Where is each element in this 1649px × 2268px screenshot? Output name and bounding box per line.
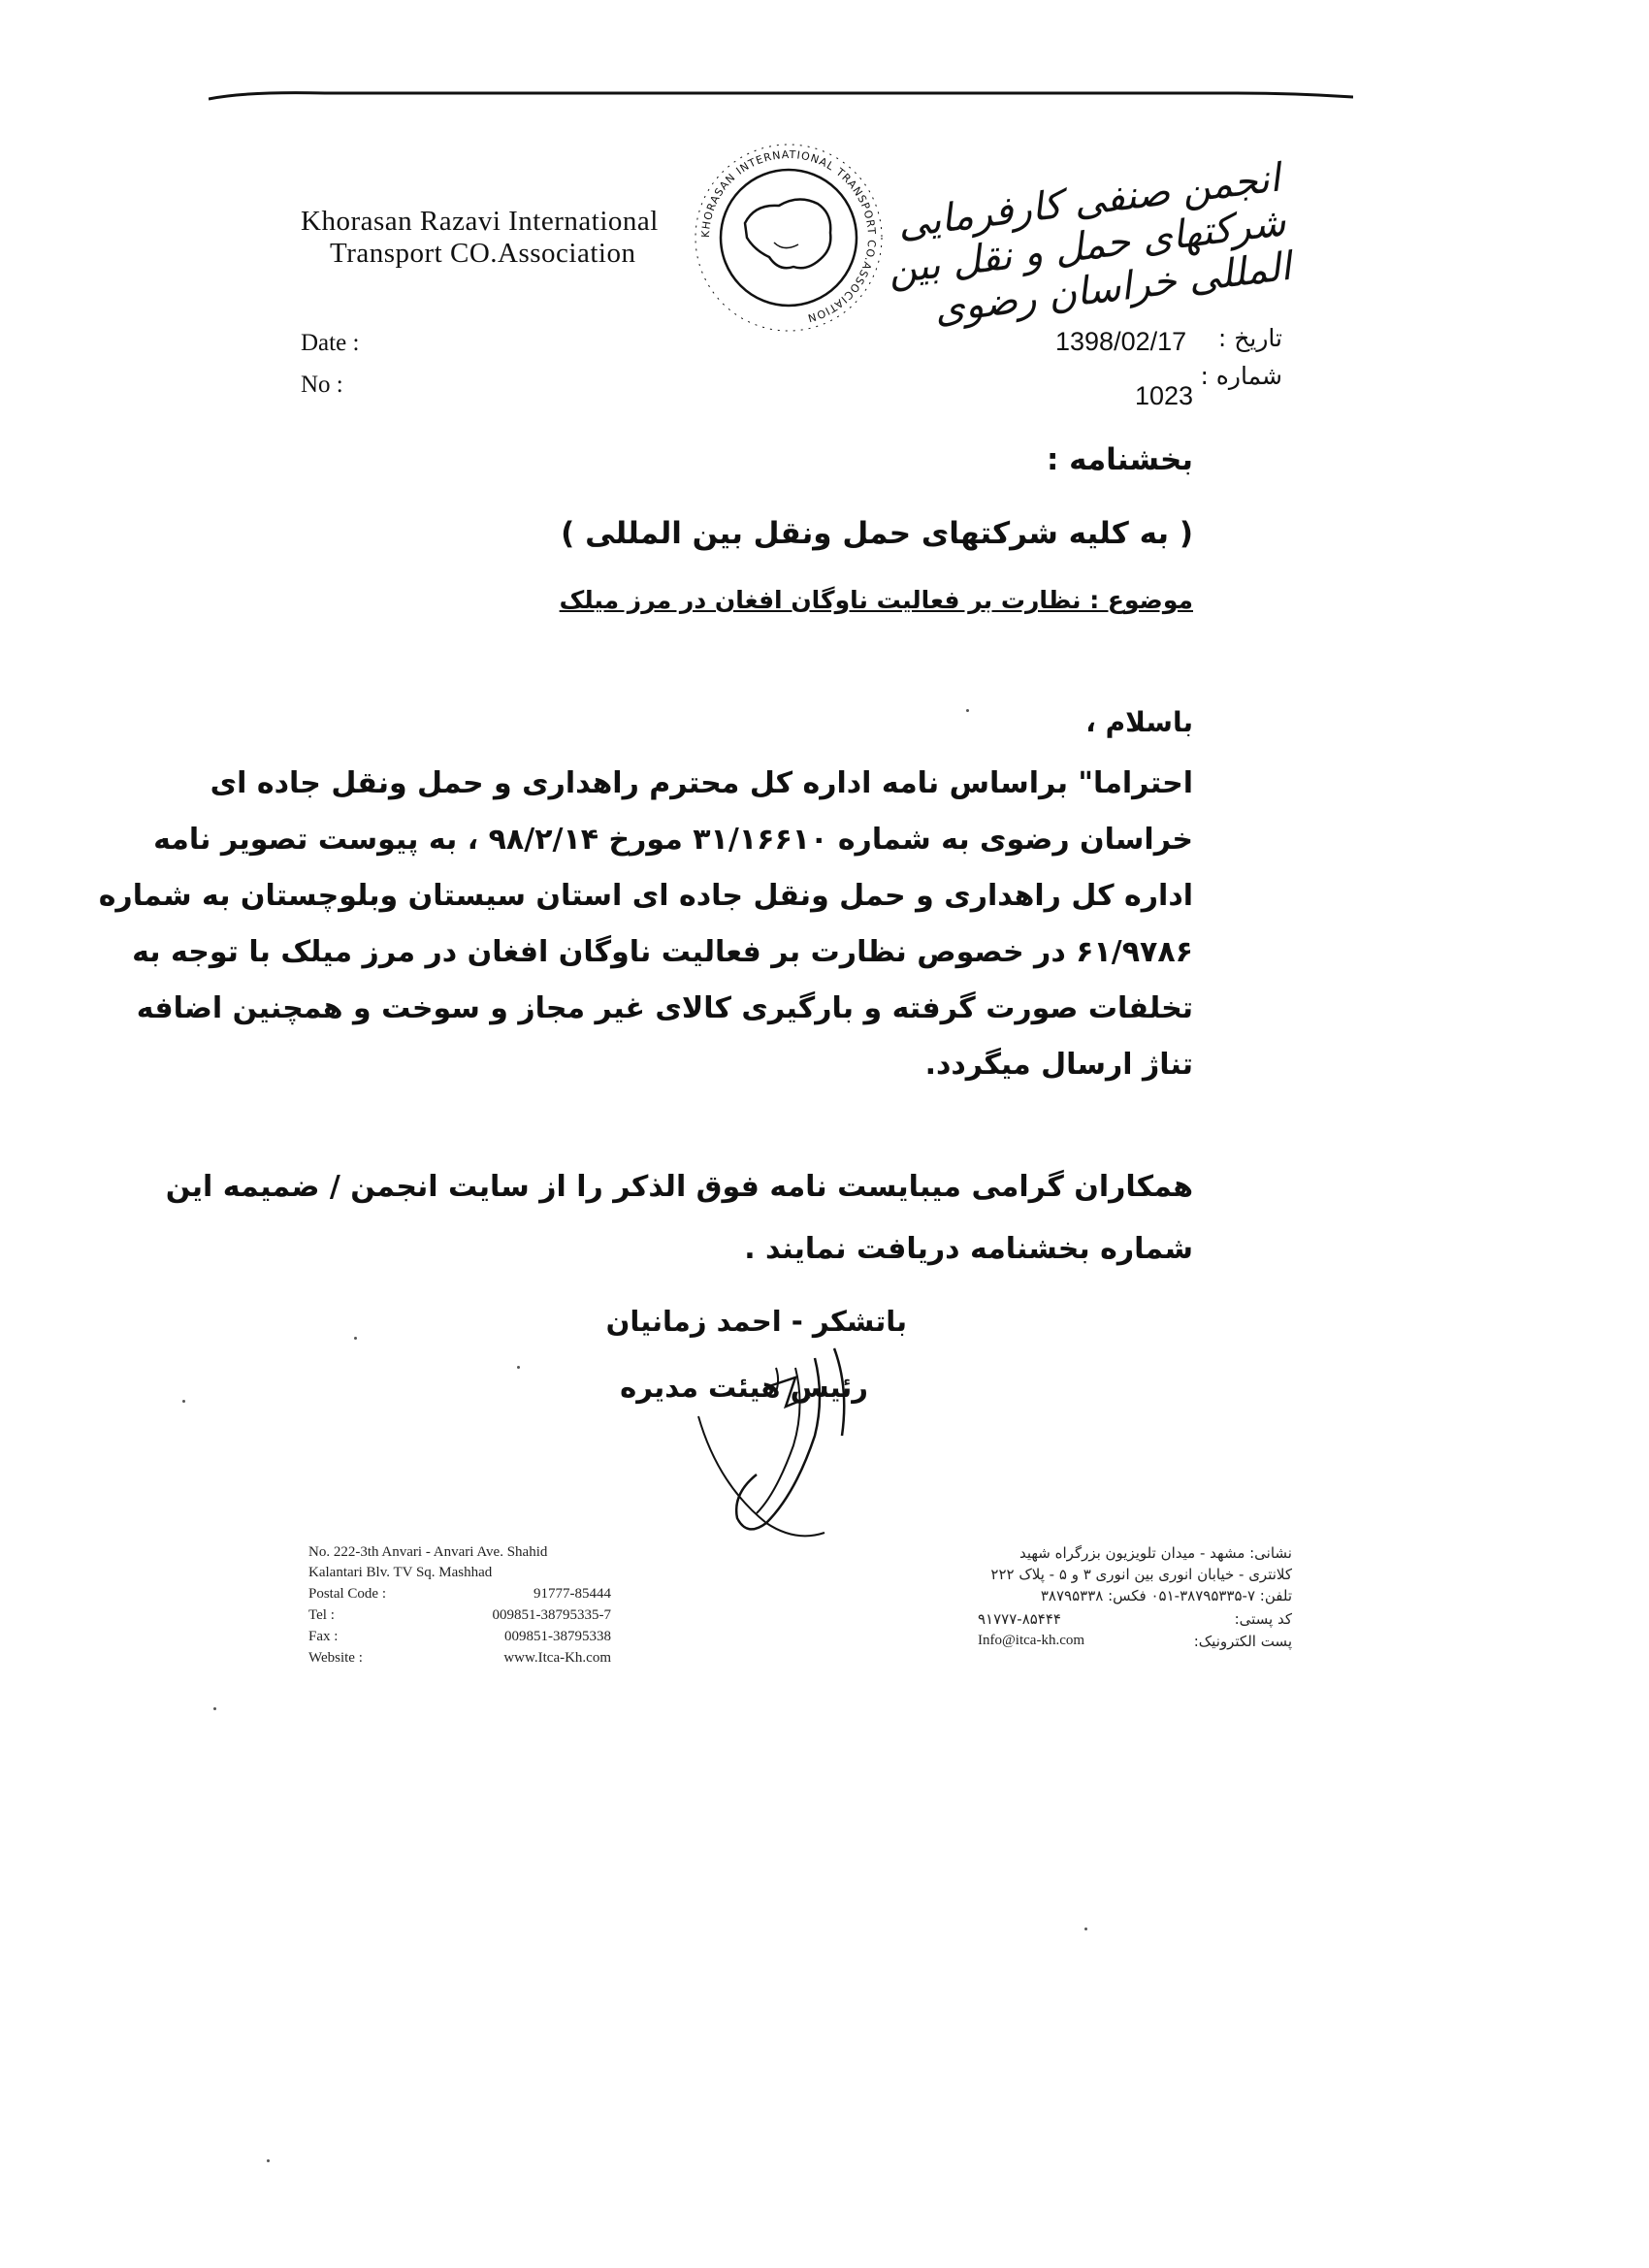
footer-address-fa-line2: کلانتری - خیابان انوری بین انوری ۳ و ۵ - پلاک ۲۲۲ — [990, 1566, 1292, 1583]
footer-postal-value-en: 91777-85444 — [534, 1586, 611, 1602]
footer-address-en-line1: No. 222-3th Anvari - Anvari Ave. Shahid — [308, 1544, 548, 1560]
number-label-en: No : — [301, 372, 343, 398]
footer-address-fa-line1: نشانی: مشهد - میدان تلویزیون بزرگراه شهید — [1018, 1544, 1292, 1562]
paragraph1-line: احتراما" براساس نامه اداره کل محترم راهداری و حمل ونقل جاده ای — [210, 766, 1193, 800]
logo-ring-text: KHORASAN INTERNATIONAL TRANSPORT CO.ASSOCIATION — [698, 147, 879, 325]
footer-tel-label-en: Tel : — [308, 1607, 335, 1623]
document-type: بخشنامه : — [1046, 442, 1193, 477]
paragraph1-line: ۶۱/۹۷۸۶ در خصوص نظارت بر فعالیت ناوگان افغان در مرز میلک با توجه به — [132, 935, 1193, 969]
paragraph1-line: تخلفات صورت گرفته و بارگیری کالای غیر مجاز و سوخت و همچنین اضافه — [136, 991, 1193, 1025]
signer-title: رئیس هیئت مدیره — [620, 1371, 868, 1404]
footer-fax-label-en: Fax : — [308, 1629, 339, 1644]
scan-speck — [182, 1400, 185, 1403]
scan-speck — [1084, 1928, 1087, 1930]
date-label-fa: تاریخ : — [1217, 324, 1282, 352]
subject-line: موضوع : نظارت بر فعالیت ناوگان افغان در مرز میلک — [559, 586, 1193, 614]
scan-speck — [966, 709, 969, 712]
paragraph1-line: تناژ ارسال میگردد. — [924, 1048, 1193, 1082]
footer-postal-label-en: Postal Code : — [308, 1586, 387, 1602]
date-label-en: Date : — [301, 330, 360, 356]
footer-email-link[interactable]: Info@itca-kh.com — [978, 1633, 1085, 1648]
footer-tel-fax-fa: تلفن: ۷-۳۸۷۹۵۳۳۵-۰۵۱ فکس: ۳۸۷۹۵۳۳۸ — [1040, 1587, 1292, 1604]
org-name-fa: انجمن صنفی کارفرمایی شرکتهای حمل و نقل بین المللی خراسان رضوی — [886, 155, 1294, 333]
footer-postal-label-fa: کد پستی: — [1234, 1610, 1292, 1628]
association-logo — [687, 136, 890, 340]
paragraph1-line: اداره کل راهداری و حمل ونقل جاده ای استان سیستان وبلوچستان به شماره — [98, 879, 1193, 913]
scan-speck — [267, 2159, 270, 2162]
paragraph2-line: شماره بخشنامه دریافت نمایند . — [744, 1232, 1193, 1266]
greeting: باسلام ، — [1085, 706, 1193, 738]
number-value: 1023 — [1135, 381, 1194, 410]
date-value: 1398/02/17 — [1055, 327, 1187, 356]
top-rule-line — [209, 85, 1353, 105]
footer-website-link[interactable]: www.Itca-Kh.com — [503, 1650, 611, 1666]
footer-address-en-line2: Kalantari Blv. TV Sq. Mashhad — [308, 1565, 493, 1580]
svg-text:KHORASAN INTERNATIONAL TRANSPO — [699, 148, 878, 325]
paragraph2-line: همکاران گرامی میبایست نامه فوق الذکر را از سایت انجمن / ضمیمه این — [165, 1170, 1193, 1204]
footer-postal-value-fa: ۹۱۷۷۷-۸۵۴۴۴ — [978, 1610, 1061, 1628]
footer-tel-value-en: 009851-38795335-7 — [492, 1607, 611, 1623]
closing-signoff: باتشکر - احمد زمانیان — [605, 1305, 907, 1338]
scan-speck — [517, 1366, 520, 1369]
org-name-en-line2: Transport CO.Association — [330, 238, 636, 269]
scan-speck — [354, 1337, 357, 1340]
handwritten-signature — [679, 1329, 854, 1552]
paragraph1-line: خراسان رضوی به شماره ۳۱/۱۶۶۱۰ مورخ ۹۸/۲/۱۴ ، به پیوست تصویر نامه — [153, 823, 1193, 857]
footer-website-label-en: Website : — [308, 1650, 363, 1666]
scan-speck — [213, 1707, 216, 1710]
number-label-fa: شماره : — [1200, 362, 1282, 390]
recipient-line: ( به کلیه شرکتهای حمل ونقل بین المللی ) — [561, 516, 1193, 551]
footer-fax-value-en: 009851-38795338 — [504, 1629, 611, 1644]
footer-email-label-fa: پست الکترونیک: — [1193, 1633, 1292, 1650]
org-name-en-line1: Khorasan Razavi International — [301, 206, 659, 237]
